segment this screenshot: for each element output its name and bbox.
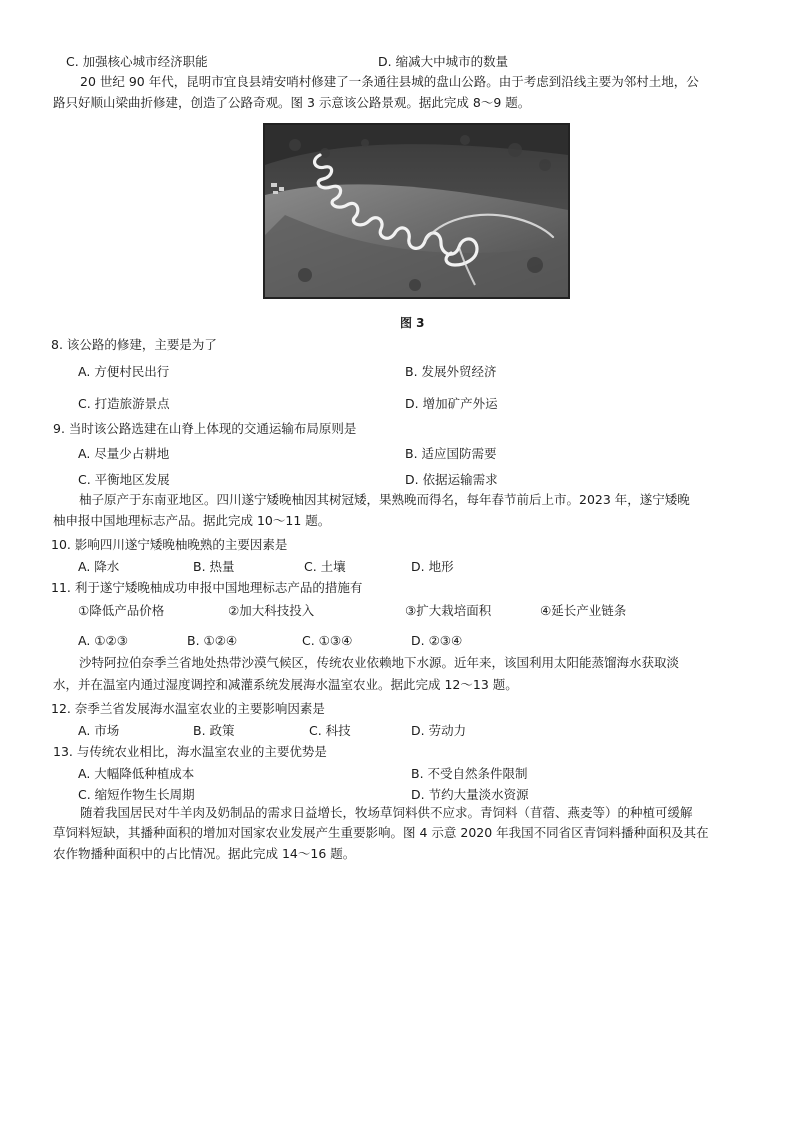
q8-stem: 8. 该公路的修建，主要是为了 <box>51 337 217 352</box>
q9-option-c: C. 平衡地区发展 <box>78 472 170 487</box>
q11-item-4: ④延长产业链条 <box>540 603 627 618</box>
q8-option-d: D. 增加矿产外运 <box>405 396 498 411</box>
q11-option-a: A. ①②③ <box>78 633 128 648</box>
q8-option-b: B. 发展外贸经济 <box>405 364 497 379</box>
q8-option-a: A. 方便村民出行 <box>78 364 170 379</box>
figure3-caption: 图 3 <box>400 316 425 330</box>
q13-option-d: D. 节约大量淡水资源 <box>411 787 529 802</box>
passage-pomelo-line2: 柚申报中国地理标志产品。据此完成 10～11 题。 <box>53 513 331 528</box>
option-c: C. 加强核心城市经济职能 <box>66 54 208 69</box>
q9-stem: 9. 当时该公路选建在山脊上体现的交通运输布局原则是 <box>53 421 357 436</box>
passage-saudi-line2: 水，并在温室内通过湿度调控和减灌系统发展海水温室农业。据此完成 12～13 题。 <box>53 677 518 692</box>
q10-stem: 10. 影响四川遂宁矮晚柚晚熟的主要因素是 <box>51 537 288 552</box>
q9-option-b: B. 适应国防需要 <box>405 446 497 461</box>
passage-road-line1: 20 世纪 90 年代，昆明市宜良县靖安哨村修建了一条通往县城的盘山公路。由于考虑到沿线主要为邻村土地，公 <box>80 74 699 89</box>
passage-saudi-line1: 沙特阿拉伯奈季兰省地处热带沙漠气候区，传统农业依赖地下水源。近年来，该国利用太阳能蒸馏海水获取淡 <box>79 655 680 670</box>
q11-option-c: C. ①③④ <box>302 633 353 648</box>
passage-road-line2: 路只好顺山梁曲折修建，创造了公路奇观。图 3 示意该公路景观。据此完成 8～9 题。 <box>53 95 531 110</box>
q12-option-d: D. 劳动力 <box>411 723 467 738</box>
q13-stem: 13. 与传统农业相比，海水温室农业的主要优势是 <box>53 744 327 759</box>
q12-option-b: B. 政策 <box>193 723 235 738</box>
q13-option-a: A. 大幅降低种植成本 <box>78 766 195 781</box>
q10-option-c: C. 土壤 <box>304 559 346 574</box>
option-d: D. 缩减大中城市的数量 <box>378 54 509 69</box>
q12-option-c: C. 科技 <box>309 723 351 738</box>
q9-option-a: A. 尽量少占耕地 <box>78 446 170 461</box>
q10-option-d: D. 地形 <box>411 559 454 574</box>
q11-item-1: ①降低产品价格 <box>78 603 165 618</box>
zigzag-road-image <box>265 125 568 297</box>
q13-option-b: B. 不受自然条件限制 <box>411 766 528 781</box>
passage-feed-line1: 随着我国居民对牛羊肉及奶制品的需求日益增长，牧场草饲料供不应求。青饲料（苜蓿、燕麦等）的种植可缓解 <box>80 805 693 820</box>
q11-option-b: B. ①②④ <box>187 633 238 648</box>
passage-feed-line2: 草饲料短缺，其播种面积的增加对国家农业发展产生重要影响。图 4 示意 2020 年我国不同省区青饲料播种面积及其在 <box>53 825 709 840</box>
passage-feed-line3: 农作物播种面积中的占比情况。据此完成 14～16 题。 <box>53 846 356 861</box>
q8-option-c: C. 打造旅游景点 <box>78 396 170 411</box>
passage-pomelo-line1: 柚子原产于东南亚地区。四川遂宁矮晚柚因其树冠矮，果熟晚而得名，每年春节前后上市。2023 年，遂宁矮晚 <box>79 492 690 507</box>
q11-stem: 11. 利于遂宁矮晚柚成功申报中国地理标志产品的措施有 <box>51 580 363 595</box>
q11-item-3: ③扩大栽培面积 <box>405 603 492 618</box>
q12-stem: 12. 奈季兰省发展海水温室农业的主要影响因素是 <box>51 701 325 716</box>
q12-option-a: A. 市场 <box>78 723 120 738</box>
figure3-photo <box>263 123 570 299</box>
q11-item-2: ②加大科技投入 <box>228 603 315 618</box>
q10-option-b: B. 热量 <box>193 559 235 574</box>
q9-option-d: D. 依据运输需求 <box>405 472 498 487</box>
q10-option-a: A. 降水 <box>78 559 120 574</box>
q11-option-d: D. ②③④ <box>411 633 463 648</box>
q13-option-c: C. 缩短作物生长周期 <box>78 787 195 802</box>
